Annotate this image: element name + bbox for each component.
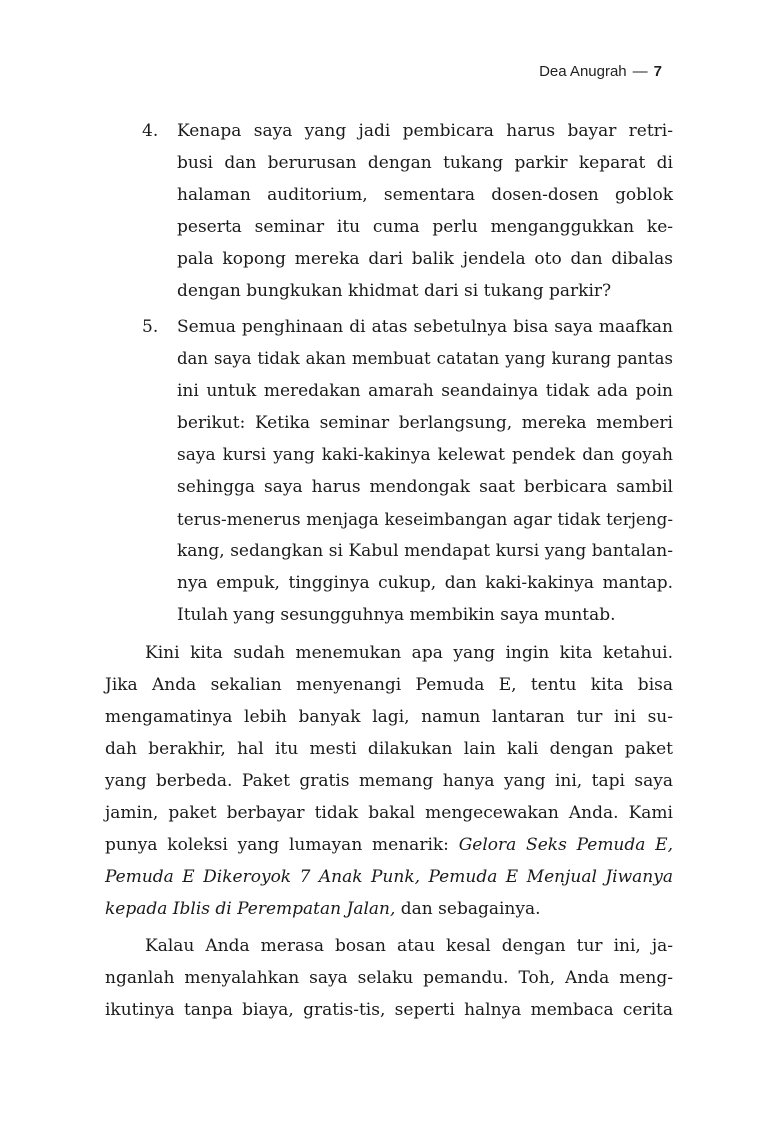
book-title-italic: Pemuda E Dikeroyok 7 Anak Punk, Pemuda E Menjual Jiwanya: [105, 867, 673, 887]
text-line: dengan bungkukan khidmat dari si tukang parkir?: [177, 281, 612, 301]
text-line: Semua penghinaan di atas sebetulnya bisa saya maafkan: [177, 317, 673, 337]
text-line: saya kursi yang kaki-kakinya kelewat pendek dan goyah: [177, 445, 673, 465]
text-line: ikutinya tanpa biaya, gratis-tis, seperti halnya membaca cerita: [105, 1000, 673, 1020]
text-line: berikut: Ketika seminar berlangsung, mereka memberi: [177, 413, 673, 433]
running-head-separator: —: [632, 63, 648, 80]
text-line: ini untuk meredakan amarah seandainya tidak ada poin: [177, 381, 673, 401]
list-item-4: [105, 115, 673, 307]
text-span: dan sebagainya.: [395, 899, 541, 919]
book-title-italic: kepada Iblis di Perempatan Jalan,: [105, 899, 396, 919]
paragraph: [105, 930, 673, 1026]
running-head-author: Dea Anugrah: [539, 63, 627, 80]
list-item-number: 5.: [142, 317, 159, 337]
text-line: sehingga saya harus mendongak saat berbicara sambil: [177, 477, 673, 497]
text-line: Itulah yang sesungguhnya membikin saya muntab.: [177, 605, 616, 625]
list-item-5: [105, 311, 673, 631]
page-number: 7: [653, 63, 662, 80]
paragraph: [105, 637, 673, 925]
text-line: [105, 893, 673, 925]
text-line: [105, 829, 673, 861]
text-line: dan saya tidak akan membuat catatan yang kurang pantas: [177, 349, 673, 368]
body-text: [105, 115, 673, 1026]
text-line: nya empuk, tingginya cukup, dan kaki-kakinya mantap.: [177, 573, 673, 593]
text-line: Kini kita sudah menemukan apa yang ingin kita ketahui.: [145, 643, 673, 663]
text-line: Kenapa saya yang jadi pembicara harus bayar retri-: [177, 121, 673, 141]
text-line: yang berbeda. Paket gratis memang hanya yang ini, tapi saya: [105, 771, 673, 791]
list-item-number: 4.: [142, 121, 159, 141]
text-line: jamin, paket berbayar tidak bakal mengecewakan Anda. Kami: [105, 803, 673, 823]
running-head: [539, 62, 662, 82]
text-line: halaman auditorium, sementara dosen-dosen goblok: [177, 185, 673, 205]
book-title-italic: Gelora Seks Pemuda E,: [458, 835, 673, 855]
text-line: Kalau Anda merasa bosan atau kesal dengan tur ini, ja-: [145, 936, 673, 956]
text-line: busi dan berurusan dengan tukang parkir keparat di: [177, 153, 673, 173]
text-line: nganlah menyalahkan saya selaku pemandu. Toh, Anda meng-: [105, 968, 673, 988]
text-span: punya koleksi yang lumayan menarik:: [105, 835, 459, 855]
text-line: pala kopong mereka dari balik jendela oto dan dibalas: [177, 249, 673, 269]
text-line: terus-menerus menjaga keseimbangan agar tidak terjeng-: [177, 509, 673, 529]
text-line: kang, sedangkan si Kabul mendapat kursi yang bantalan-: [177, 541, 673, 561]
text-line: mengamatinya lebih banyak lagi, namun lantaran tur ini su-: [105, 707, 673, 727]
text-line: Jika Anda sekalian menyenangi Pemuda E, tentu kita bisa: [105, 675, 673, 695]
text-line: dah berakhir, hal itu mesti dilakukan lain kali dengan paket: [105, 739, 673, 759]
text-line: peserta seminar itu cuma perlu menganggukkan ke-: [177, 217, 673, 237]
